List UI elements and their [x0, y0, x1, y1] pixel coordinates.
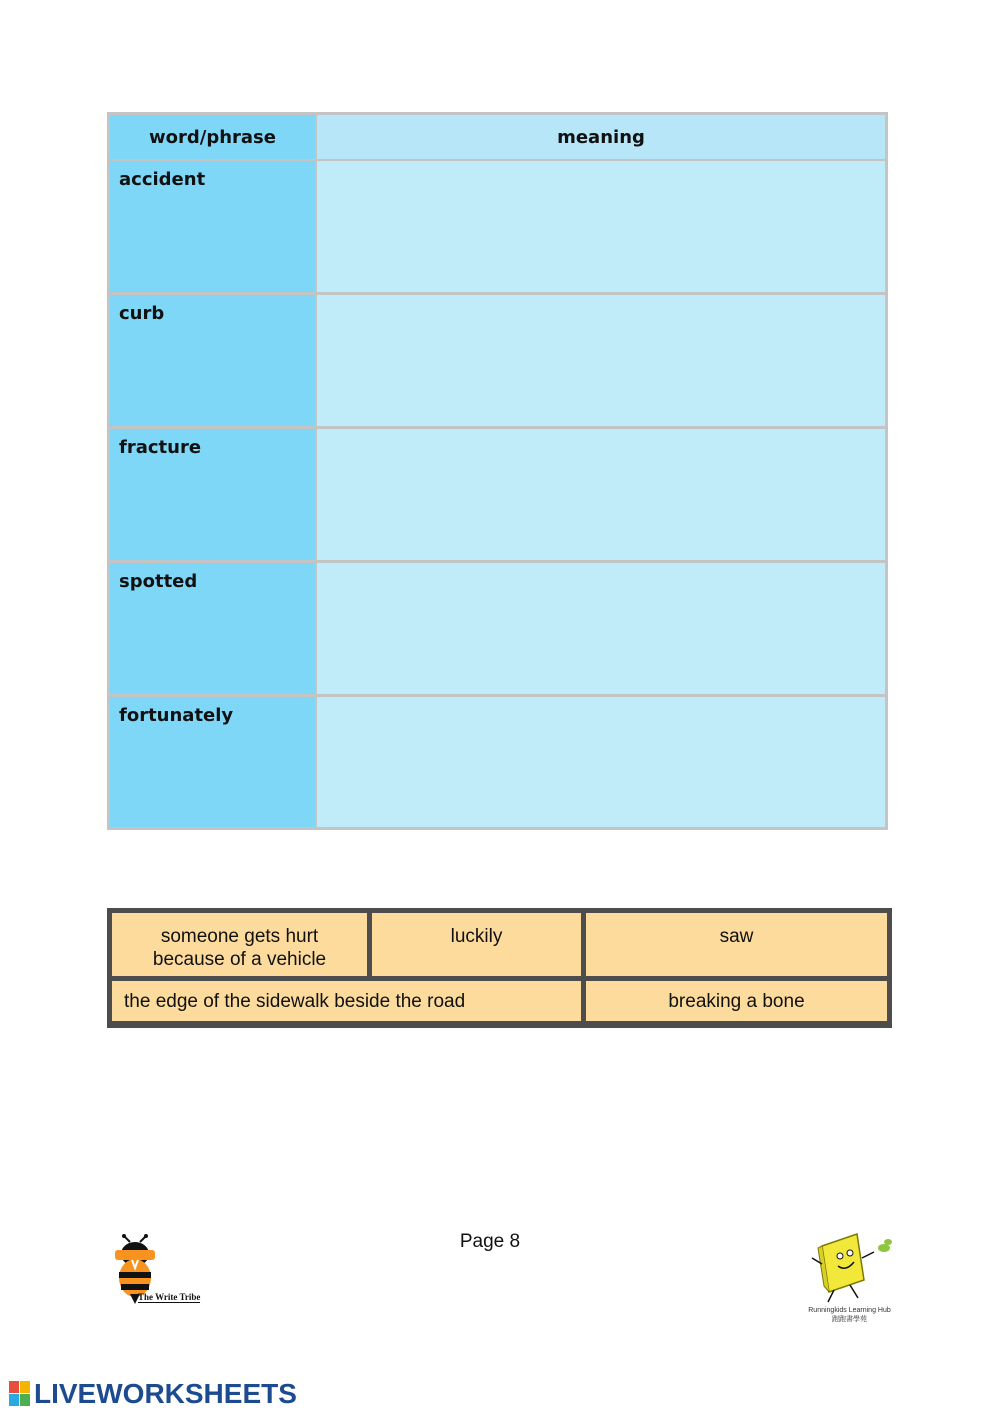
meaning-input-curb[interactable] — [323, 301, 879, 420]
answer-chip-hurt-by-vehicle[interactable]: someone gets hurt because of a vehicle — [112, 913, 367, 976]
word-label: spotted — [119, 571, 198, 592]
liveworksheets-blocks-icon — [8, 1380, 32, 1408]
meaning-cell[interactable] — [317, 295, 885, 426]
word-label: accident — [119, 169, 206, 190]
meaning-cell[interactable] — [317, 697, 885, 827]
meaning-input-accident[interactable] — [323, 167, 879, 286]
vocabulary-table — [107, 112, 888, 830]
table-row — [107, 697, 888, 827]
word-cell — [110, 295, 315, 426]
word-label: curb — [119, 303, 165, 324]
word-label: fortunately — [119, 705, 234, 726]
liveworksheets-brand[interactable] — [8, 1378, 297, 1410]
table-row — [107, 161, 888, 292]
meaning-input-spotted[interactable] — [323, 569, 879, 688]
answer-chip-edge-of-sidewalk[interactable]: the edge of the sidewalk beside the road — [112, 981, 581, 1021]
page-number: Page 8 — [459, 1231, 521, 1252]
table-row — [107, 563, 888, 694]
answer-chip-saw[interactable]: saw — [586, 913, 887, 976]
meaning-cell[interactable] — [317, 429, 885, 560]
write-tribe-caption: The Write Tribe — [138, 1292, 201, 1302]
table-header-row — [107, 115, 888, 159]
answer-chip-breaking-bone[interactable]: breaking a bone — [586, 981, 887, 1021]
meaning-cell[interactable] — [317, 563, 885, 694]
header-meaning: meaning — [317, 115, 885, 159]
liveworksheets-wordmark: LIVEWORKSHEETS — [34, 1378, 297, 1409]
meaning-input-fortunately[interactable] — [323, 703, 879, 821]
learning-hub-logo — [802, 1228, 897, 1328]
word-cell — [110, 563, 315, 694]
answer-bank — [107, 908, 892, 1028]
table-row — [107, 295, 888, 426]
running-book-icon — [802, 1228, 897, 1306]
hub-caption-en: Runningkids Learning Hub — [808, 1307, 891, 1314]
meaning-input-fracture[interactable] — [323, 435, 879, 554]
header-word-phrase: word/phrase — [110, 115, 315, 159]
table-row — [107, 429, 888, 560]
hub-caption-zh: 跑跑書學苑 — [832, 1316, 867, 1323]
write-tribe-logo — [110, 1234, 220, 1309]
word-cell — [110, 161, 315, 292]
meaning-cell[interactable] — [317, 161, 885, 292]
word-cell — [110, 429, 315, 560]
word-cell — [110, 697, 315, 827]
learning-hub-caption — [802, 1306, 897, 1324]
word-label: fracture — [119, 437, 202, 458]
answer-chip-luckily[interactable]: luckily — [372, 913, 581, 976]
